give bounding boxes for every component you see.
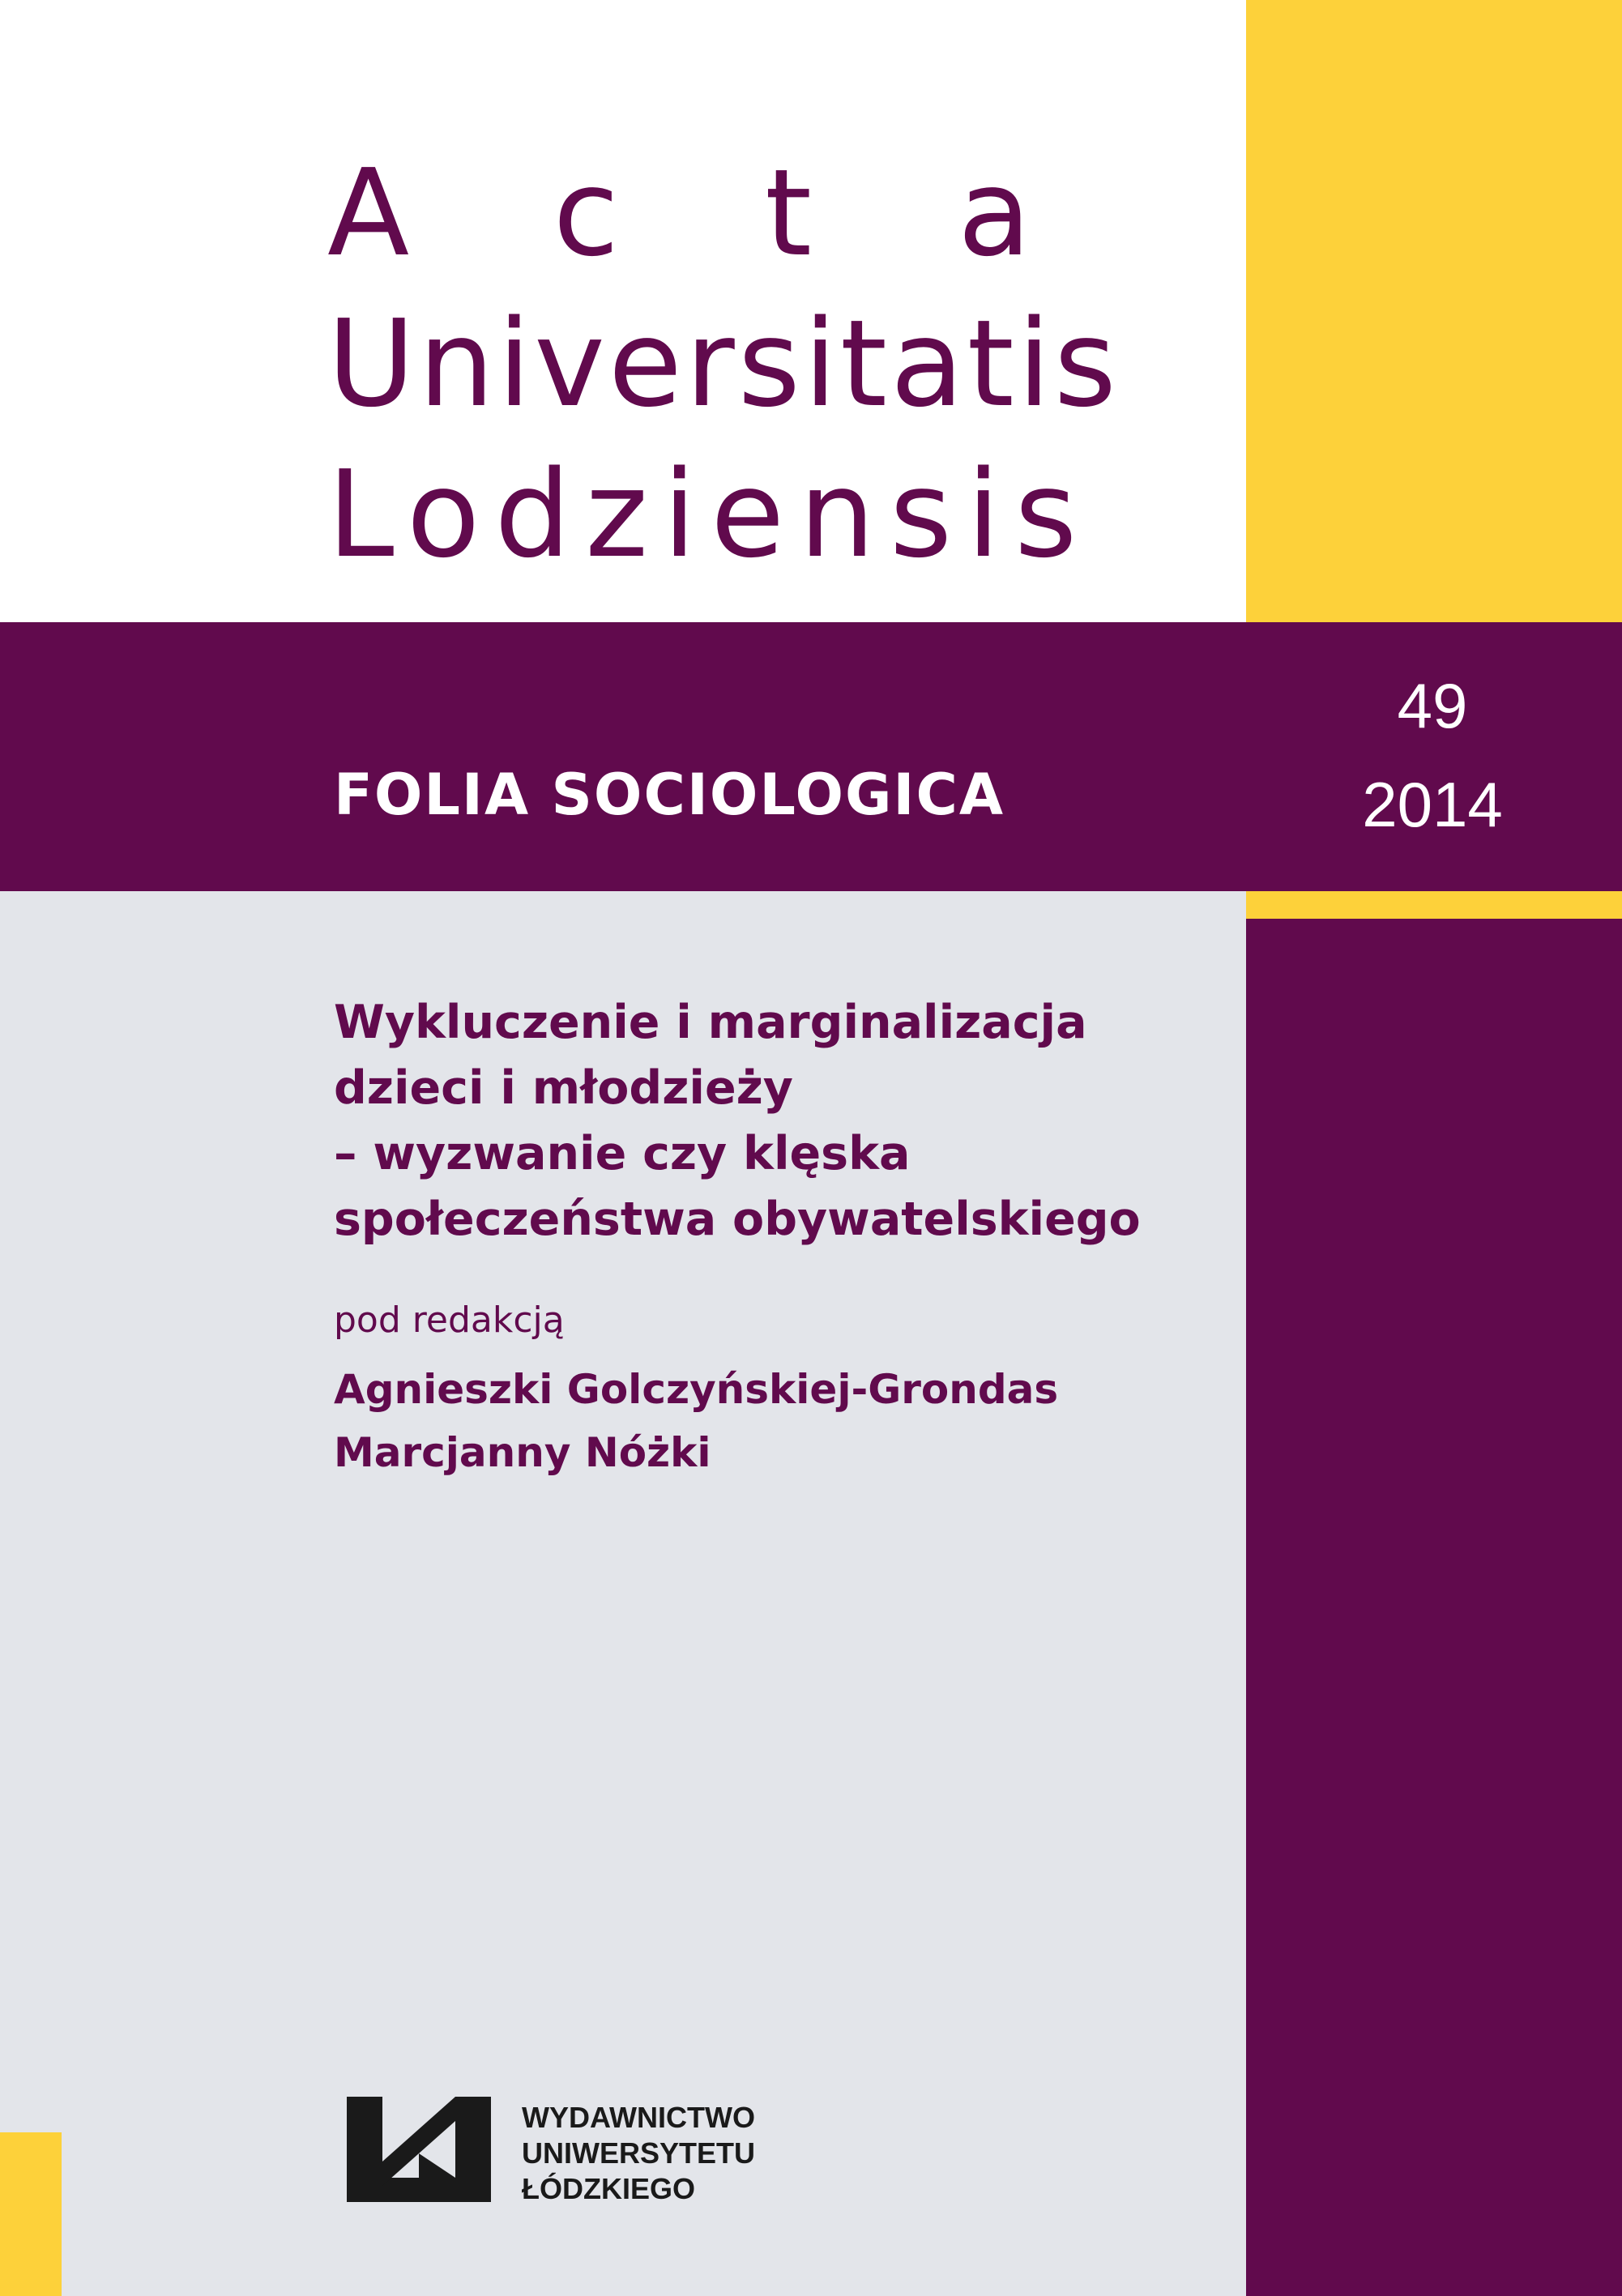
journal-title-line-1: Acta — [327, 143, 1177, 283]
yellow-divider-strip — [1246, 891, 1622, 919]
editors-list — [334, 1358, 1058, 1484]
bottom-yellow-accent — [0, 2132, 62, 2296]
book-title-line-1: Wykluczenie i marginalizacja — [334, 996, 1087, 1049]
journal-title-line-2: Universitatis — [327, 294, 1120, 433]
book-title — [334, 990, 1225, 1253]
publisher-name-line-1: WYDAWNICTWO — [522, 2101, 755, 2134]
editor-name-1: Agnieszki Golczyńskiej-Grondas — [334, 1366, 1059, 1413]
book-title-line-3: – wyzwanie czy klęska — [334, 1127, 911, 1180]
editors-intro: pod redakcją — [334, 1300, 565, 1341]
volume-number: 49 — [1397, 670, 1468, 741]
series-name: FOLIA SOCIOLOGICA — [334, 762, 1005, 828]
right-purple-column — [1246, 919, 1622, 2296]
book-title-line-4: społeczeństwa obywatelskiego — [334, 1193, 1141, 1246]
top-yellow-block — [1246, 0, 1622, 622]
editor-name-2: Marcjanny Nóżki — [334, 1429, 711, 1476]
journal-title — [327, 138, 1202, 590]
book-title-line-2: dzieci i młodzieży — [334, 1061, 793, 1115]
publisher-name-line-3: ŁÓDZKIEGO — [522, 2172, 695, 2205]
series-band — [0, 622, 1622, 891]
publisher-logo-icon — [347, 2097, 491, 2202]
publisher-name — [522, 2100, 755, 2207]
journal-title-line-3: Lodziensis — [327, 445, 1092, 584]
publisher-name-line-2: UNIWERSYTETU — [522, 2136, 755, 2170]
volume-year: 2014 — [1362, 769, 1503, 840]
